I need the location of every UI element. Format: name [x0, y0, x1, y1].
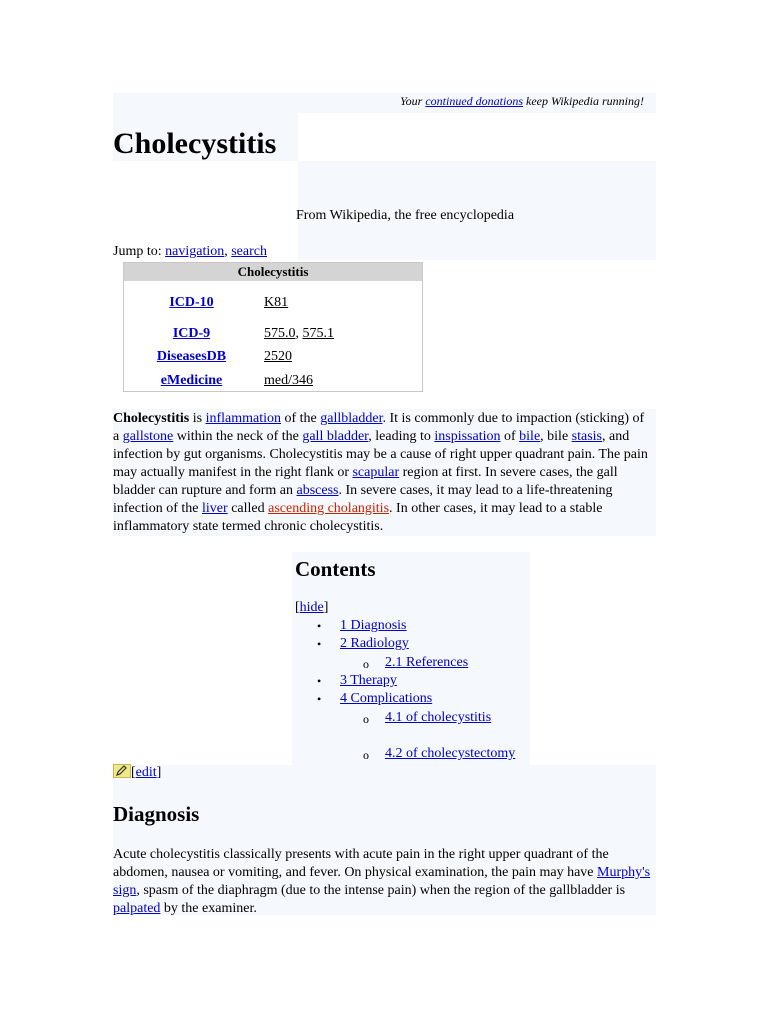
text: called [227, 501, 269, 516]
text: . In severe cases, it may lead to a life-threatening infection of the [113, 483, 613, 516]
icd9-code-link[interactable]: 575.0 [264, 326, 296, 341]
text: of the [281, 411, 321, 426]
text: by the examiner. [160, 901, 257, 916]
pencil-icon[interactable] [113, 764, 131, 778]
toc-item-diagnosis[interactable]: 1 Diagnosis [340, 618, 407, 633]
bullet-icon: • [317, 619, 322, 633]
icd9-code-link[interactable]: 575.1 [302, 326, 334, 341]
tagline: From Wikipedia, the free encyclopedia [296, 208, 515, 223]
donations-link[interactable]: continued donations [425, 94, 524, 108]
text: is [189, 411, 206, 426]
sub-bullet-icon: o [363, 712, 369, 726]
sub-bullet-icon: o [363, 748, 369, 762]
link-murphys-sign[interactable]: Murphy's sign [113, 865, 651, 898]
infobox-row-icd10 [124, 293, 422, 313]
toc-item-of-cholecystectomy[interactable]: 4.2 of cholecystectomy [385, 746, 516, 761]
diseasesdb-code-link[interactable]: 2520 [264, 349, 292, 364]
text: , and infection by gut organisms. Cholecystitis may be a cause of right upper quadrant pain. The pain may actually manifest in the right flank or [113, 429, 648, 480]
infobox-title: Cholecystitis [124, 263, 422, 281]
toc-item-references[interactable]: 2.1 References [385, 655, 469, 670]
toc-title: Contents [295, 557, 376, 581]
toc-item-complications[interactable]: 4 Complications [340, 691, 433, 706]
infobox-key-diseasesdb[interactable]: DiseasesDB [156, 349, 227, 364]
diagnosis-paragraph [113, 846, 656, 918]
link-gallbladder[interactable]: gallbladder [320, 411, 383, 426]
donation-notice [113, 93, 656, 113]
infobox-row-emedicine [124, 371, 422, 391]
notice-prefix: Your [400, 94, 426, 108]
jump-to [113, 242, 267, 262]
bracket: ] [156, 765, 162, 780]
link-ascending-cholangitis[interactable]: ascending cholangitis [268, 501, 390, 516]
jump-prefix: Jump to: [113, 244, 166, 259]
toc-hide-link[interactable]: hide [299, 600, 324, 615]
jump-search-link[interactable]: search [231, 244, 267, 259]
section-heading-diagnosis: Diagnosis [113, 802, 200, 826]
bracket: ] [323, 600, 329, 615]
bullet-icon: • [317, 674, 322, 688]
link-abscess[interactable]: abscess [296, 483, 339, 498]
toc-hide [295, 599, 328, 617]
edit-section [131, 764, 161, 782]
link-stasis[interactable]: stasis [571, 429, 603, 444]
text: region at first. In severe cases, the gall bladder can rupture and form an [113, 465, 618, 498]
separator: , [295, 326, 303, 341]
infobox [123, 262, 423, 392]
link-palpated[interactable]: palpated [113, 901, 161, 916]
intro-paragraph [113, 410, 653, 536]
link-gallstone[interactable]: gallstone [122, 429, 174, 444]
icd10-code-link[interactable]: K81 [264, 295, 289, 310]
link-gall-bladder[interactable]: gall bladder [302, 429, 369, 444]
jump-separator: , [224, 244, 232, 259]
text: of [500, 429, 520, 444]
sub-bullet-icon: o [363, 657, 369, 671]
link-liver[interactable]: liver [202, 501, 228, 516]
emedicine-code-link[interactable]: med/346 [264, 373, 313, 388]
infobox-row-icd9 [124, 324, 422, 344]
term-bold: Cholecystitis [113, 411, 190, 426]
infobox-row-diseasesdb [124, 347, 422, 367]
infobox-value [264, 293, 288, 313]
link-inspissation[interactable]: inspissation [434, 429, 501, 444]
edit-link[interactable]: edit [135, 765, 157, 780]
text: . In other cases, it may lead to a stable inflammatory state termed chronic cholecystitis. [113, 501, 603, 534]
bullet-icon: • [317, 637, 322, 651]
text: within the neck of the [173, 429, 303, 444]
text: , bile [540, 429, 572, 444]
text: , leading to [368, 429, 435, 444]
toc-item-radiology[interactable]: 2 Radiology [340, 636, 409, 651]
link-scapular[interactable]: scapular [352, 465, 400, 480]
page-title: Cholecystitis [113, 127, 277, 160]
toc-item-of-cholecystitis[interactable]: 4.1 of cholecystitis [385, 710, 492, 725]
infobox-key-emedicine[interactable]: eMedicine [160, 373, 223, 388]
link-inflammation[interactable]: inflammation [205, 411, 281, 426]
notice-suffix: keep Wikipedia running! [523, 94, 644, 108]
infobox-key-icd10[interactable]: ICD-10 [169, 295, 214, 310]
toc-item-therapy[interactable]: 3 Therapy [340, 673, 397, 688]
infobox-key-icd9[interactable]: ICD-9 [172, 326, 211, 341]
infobox-value [264, 324, 334, 344]
infobox-value [264, 347, 292, 367]
link-bile[interactable]: bile [519, 429, 541, 444]
jump-navigation-link[interactable]: navigation [165, 244, 225, 259]
bullet-icon: • [317, 692, 322, 706]
bracket: [ [295, 600, 300, 615]
bracket: [ [131, 765, 136, 780]
text: . It is commonly due to impaction (sticking) of a [113, 411, 645, 444]
text: , spasm of the diaphragm (due to the intense pain) when the region of the gallbladder is [136, 883, 626, 898]
text: Acute cholecystitis classically presents with acute pain in the right upper quadrant of the abdomen, nausea or vomiting, and fever. On physical examination, the pain may have [113, 847, 609, 880]
infobox-value [264, 371, 313, 391]
